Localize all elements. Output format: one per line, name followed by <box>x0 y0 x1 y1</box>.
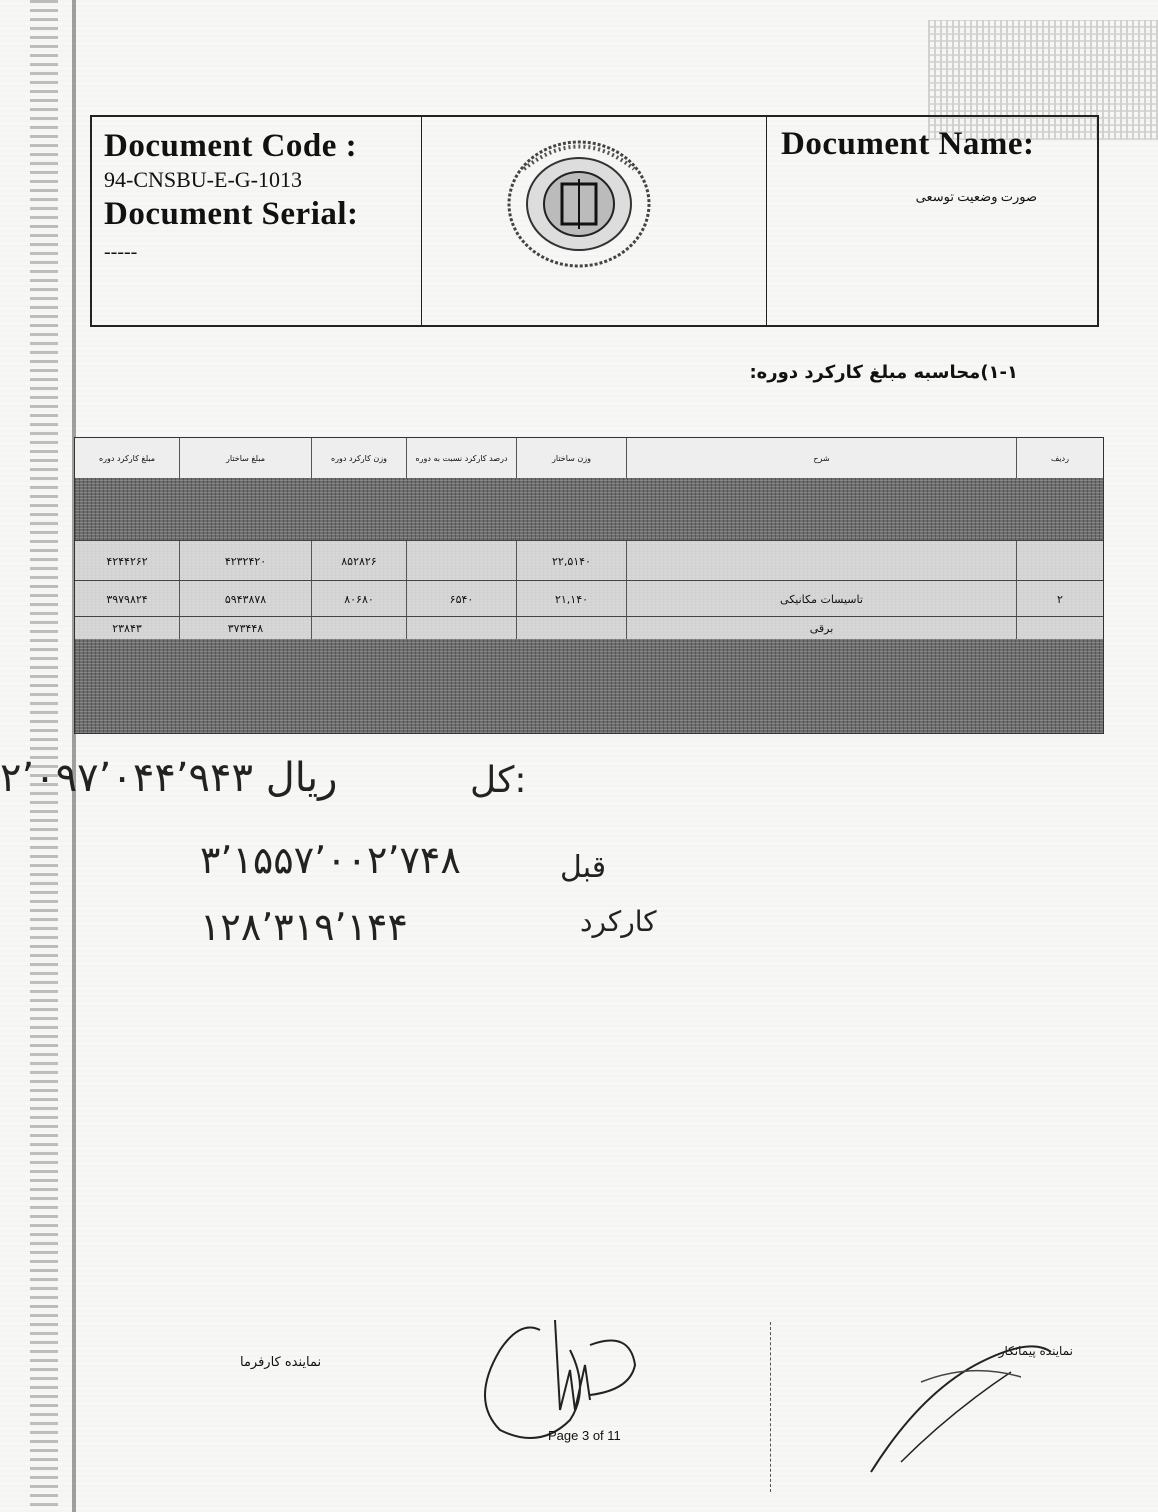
cell: ۳۹۷۹۸۲۴ <box>75 581 180 617</box>
cell <box>1017 541 1103 581</box>
table-row <box>75 616 1103 639</box>
cell: ۳۷۳۴۴۸ <box>180 617 312 639</box>
col-header-structure-weight: وزن ساختار <box>517 438 627 478</box>
calculation-table <box>74 437 1104 734</box>
contractor-representative-label: نماینده پیمانکار <box>998 1344 1073 1358</box>
handwritten-period: ۱۲۸٬۳۱۹٬۱۴۴ <box>200 905 408 949</box>
cell: ۲۱,۱۴۰ <box>517 581 627 617</box>
document-name-value: صورت وضعیت توسعی <box>915 189 1037 204</box>
col-header-row: ردیف <box>1051 453 1069 463</box>
cell <box>407 617 517 639</box>
header-code-cell <box>92 117 422 325</box>
cell: ۶۵۴۰ <box>407 581 517 617</box>
cell <box>517 617 627 639</box>
handwritten-total: ۲٬۰۹۷٬۰۴۴٬۹۴۳ ریال <box>0 755 338 801</box>
cell: ۵۹۴۳۸۷۸ <box>180 581 312 617</box>
header-logo-cell <box>422 117 767 325</box>
cell: ۴۲۴۴۲۶۲ <box>75 541 180 581</box>
footer <box>90 1310 1095 1500</box>
handwritten-period-label: کارکرد <box>580 905 657 938</box>
table-row <box>75 580 1103 617</box>
col-header-period-weight: وزن کارکرد دوره <box>312 438 407 478</box>
cell: ۲۲,۵۱۴۰ <box>517 541 627 581</box>
cell: تاسیسات مکانیکی <box>627 581 1017 617</box>
cell: ۲۳۸۴۳ <box>75 617 180 639</box>
document-serial-value: ----- <box>104 241 138 263</box>
handwritten-previous: ۳٬۱۵۵۷٬۰۰۲٬۷۴۸ <box>200 838 461 882</box>
cell: ۸۵۲۸۲۶ <box>312 541 407 581</box>
col-header-description: شرح <box>627 438 1017 478</box>
table-body <box>75 478 1103 733</box>
cell <box>407 541 517 581</box>
handwritten-previous-label: قبل <box>560 850 607 885</box>
col-header-period-amount: مبلغ کارکرد دوره <box>75 438 180 478</box>
contractor-signature <box>861 1332 1061 1482</box>
cell: ۴۲۳۲۴۲۰ <box>180 541 312 581</box>
col-header-period-percent: درصد کارکرد نسبت به دوره <box>407 438 517 478</box>
col-header-structure-amount: مبلغ ساختار <box>180 438 312 478</box>
cell <box>627 541 1017 581</box>
handwritten-total-label: کل: <box>470 760 527 801</box>
employer-representative-label: نماینده کارفرما <box>240 1355 322 1370</box>
cell <box>312 617 407 639</box>
cell: ۲ <box>1057 592 1063 606</box>
document-header <box>90 115 1099 327</box>
cell: ۸۰۶۸۰ <box>312 581 407 617</box>
cell <box>1017 617 1103 639</box>
document-serial-label: Document Serial: <box>104 196 359 232</box>
table-row <box>75 540 1103 581</box>
table-header <box>75 438 1103 479</box>
cell: برقی <box>627 617 1017 639</box>
document-code-label: Document Code : <box>104 128 358 164</box>
document-code-value: 94-CNSBU-E-G-1013 <box>104 167 302 192</box>
section-title: ۱-۱)محاسبه مبلغ کارکرد دوره: <box>749 362 1018 383</box>
header-name-cell <box>767 117 1097 325</box>
page-number: Page 3 of 11 <box>548 1428 621 1443</box>
document-name-label: Document Name: <box>781 126 1035 162</box>
company-seal-logo <box>504 129 654 274</box>
contractor-signature-box <box>770 1322 1081 1492</box>
